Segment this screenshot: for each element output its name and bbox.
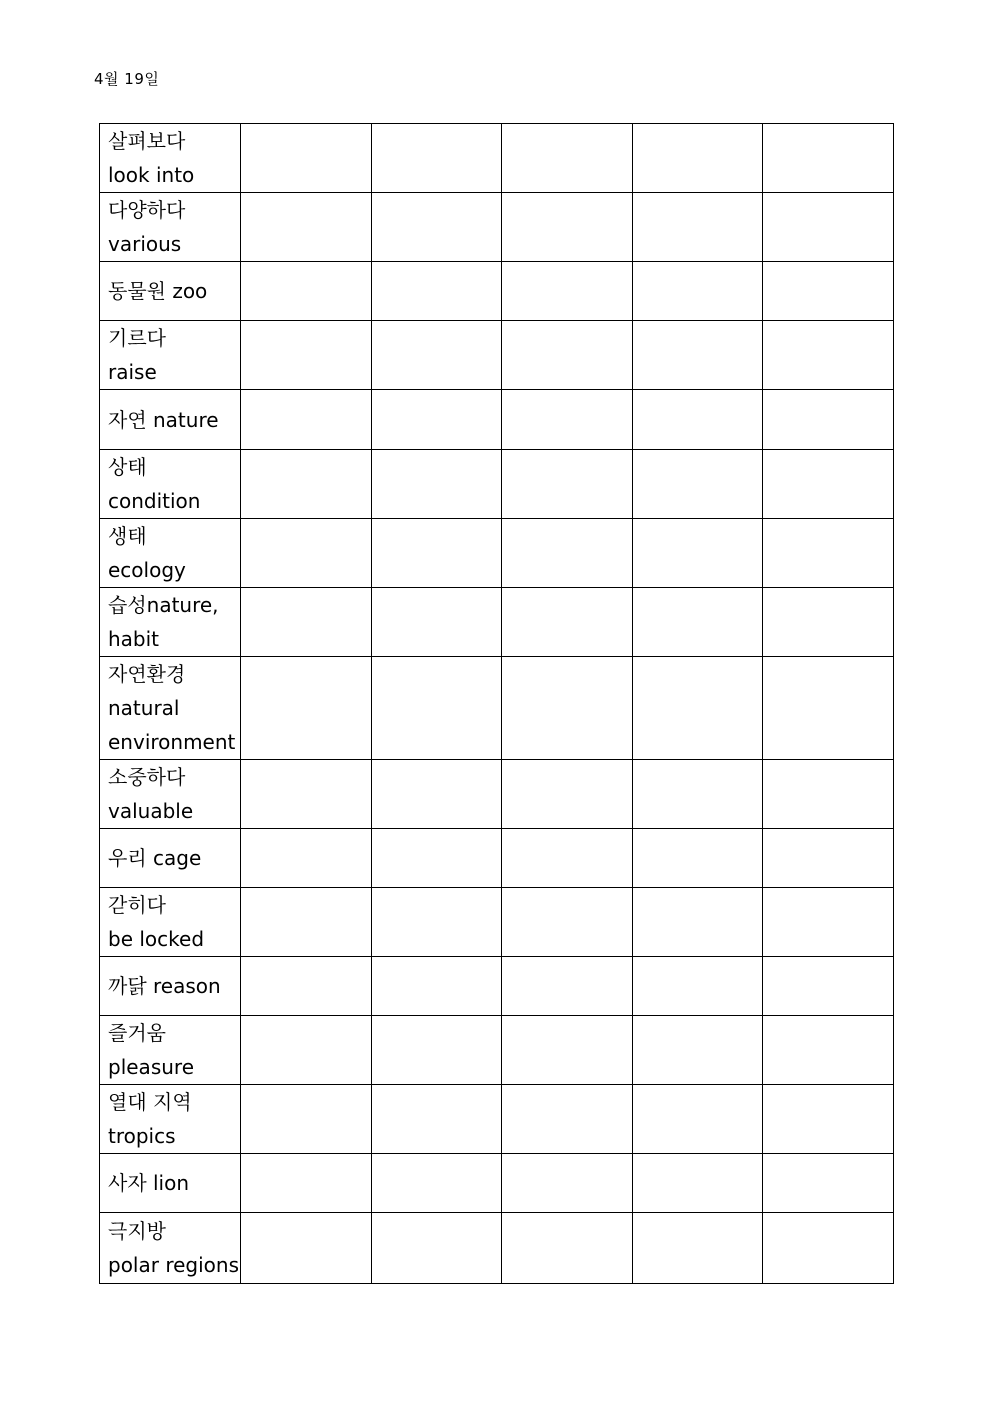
- practice-cell[interactable]: [763, 390, 894, 450]
- table-row: [100, 1213, 894, 1284]
- vocab-meaning-line: condition: [108, 489, 201, 513]
- vocab-word-line: 자연환경: [108, 662, 186, 686]
- table-row: [100, 760, 894, 829]
- vocab-word-line: 사자 lion: [108, 1171, 190, 1195]
- practice-cell[interactable]: [241, 321, 372, 390]
- vocab-word-cell: [100, 1085, 241, 1154]
- practice-cell[interactable]: [763, 124, 894, 193]
- practice-cell[interactable]: [502, 262, 633, 321]
- table-row: [100, 450, 894, 519]
- practice-cell[interactable]: [241, 888, 372, 957]
- vocab-word-cell: [100, 760, 241, 829]
- practice-cell[interactable]: [241, 1213, 372, 1284]
- practice-cell[interactable]: [372, 390, 502, 450]
- vocab-word-line: 극지방: [108, 1219, 166, 1243]
- vocab-word-cell: [100, 390, 241, 450]
- vocab-word-cell: [100, 450, 241, 519]
- practice-cell[interactable]: [763, 519, 894, 588]
- table-row: [100, 390, 894, 450]
- practice-cell[interactable]: [633, 390, 763, 450]
- practice-cell[interactable]: [502, 321, 633, 390]
- practice-cell[interactable]: [241, 957, 372, 1016]
- practice-cell[interactable]: [372, 1016, 502, 1085]
- vocab-word-line: 살펴보다: [108, 129, 186, 153]
- practice-cell[interactable]: [763, 957, 894, 1016]
- practice-cell[interactable]: [372, 450, 502, 519]
- practice-cell[interactable]: [633, 193, 763, 262]
- vocab-meaning-line: valuable: [108, 799, 194, 823]
- table-row: [100, 321, 894, 390]
- vocab-meaning-line: polar regions: [108, 1253, 239, 1277]
- vocab-word-cell: [100, 124, 241, 193]
- practice-cell[interactable]: [502, 1016, 633, 1085]
- practice-cell[interactable]: [763, 657, 894, 760]
- vocab-word-cell: [100, 657, 241, 760]
- practice-cell[interactable]: [372, 519, 502, 588]
- practice-cell[interactable]: [763, 193, 894, 262]
- table-row: [100, 888, 894, 957]
- practice-cell[interactable]: [763, 760, 894, 829]
- practice-cell[interactable]: [502, 888, 633, 957]
- practice-cell[interactable]: [502, 760, 633, 829]
- practice-cell[interactable]: [763, 1213, 894, 1284]
- table-row: [100, 829, 894, 888]
- practice-cell[interactable]: [502, 588, 633, 657]
- practice-cell[interactable]: [763, 262, 894, 321]
- vocab-word-cell: [100, 1016, 241, 1085]
- practice-cell[interactable]: [372, 829, 502, 888]
- table-row: [100, 1016, 894, 1085]
- vocab-word-cell: [100, 1154, 241, 1213]
- vocab-word-line: 까닭 reason: [108, 974, 221, 998]
- vocab-word-cell: [100, 1213, 241, 1284]
- table-row: [100, 957, 894, 1016]
- practice-cell[interactable]: [633, 760, 763, 829]
- vocab-meaning-line: natural: [108, 696, 180, 720]
- vocabulary-table: [99, 123, 894, 1284]
- table-row: [100, 588, 894, 657]
- practice-cell[interactable]: [763, 1016, 894, 1085]
- practice-cell[interactable]: [372, 888, 502, 957]
- practice-cell[interactable]: [502, 450, 633, 519]
- practice-cell[interactable]: [241, 657, 372, 760]
- page-date: 4월 19일: [94, 70, 160, 88]
- practice-cell[interactable]: [633, 1154, 763, 1213]
- practice-cell[interactable]: [241, 829, 372, 888]
- practice-cell[interactable]: [502, 193, 633, 262]
- practice-cell[interactable]: [502, 829, 633, 888]
- practice-cell[interactable]: [633, 657, 763, 760]
- vocab-word-cell: [100, 321, 241, 390]
- table-row: [100, 657, 894, 760]
- vocab-word-cell: [100, 888, 241, 957]
- vocab-word-line: 동물원 zoo: [108, 279, 208, 303]
- table-row: [100, 1154, 894, 1213]
- practice-cell[interactable]: [502, 519, 633, 588]
- vocab-word-line: 자연 nature: [108, 407, 219, 432]
- vocab-meaning-line: ecology: [108, 558, 186, 582]
- table-row: [100, 519, 894, 588]
- practice-cell[interactable]: [241, 390, 372, 450]
- vocab-word-line: 습성nature,: [108, 593, 219, 617]
- practice-cell[interactable]: [633, 1085, 763, 1154]
- practice-cell[interactable]: [502, 124, 633, 193]
- practice-cell[interactable]: [633, 262, 763, 321]
- vocab-word-line: 우리 cage: [108, 846, 202, 870]
- vocab-meaning-line: raise: [108, 360, 157, 384]
- practice-cell[interactable]: [372, 1213, 502, 1284]
- vocab-meaning-line: habit: [108, 627, 160, 651]
- practice-cell[interactable]: [241, 519, 372, 588]
- vocab-meaning-line: be locked: [108, 927, 205, 951]
- practice-cell[interactable]: [633, 321, 763, 390]
- vocab-word-cell: [100, 519, 241, 588]
- practice-cell[interactable]: [633, 829, 763, 888]
- practice-cell[interactable]: [763, 450, 894, 519]
- vocab-word-cell: [100, 193, 241, 262]
- practice-cell[interactable]: [372, 1154, 502, 1213]
- vocab-word-line: 열대 지역: [108, 1090, 192, 1114]
- practice-cell[interactable]: [502, 1213, 633, 1284]
- practice-cell[interactable]: [372, 1085, 502, 1154]
- vocab-meaning-line: tropics: [108, 1124, 176, 1148]
- practice-cell[interactable]: [372, 193, 502, 262]
- practice-cell[interactable]: [372, 957, 502, 1016]
- practice-cell[interactable]: [633, 888, 763, 957]
- table-row: [100, 262, 894, 321]
- practice-cell[interactable]: [241, 588, 372, 657]
- vocab-word-line: 소중하다: [108, 765, 186, 789]
- practice-cell[interactable]: [372, 124, 502, 193]
- vocab-meaning-line: environment: [108, 730, 236, 754]
- practice-cell[interactable]: [372, 657, 502, 760]
- practice-cell[interactable]: [633, 1016, 763, 1085]
- practice-cell[interactable]: [763, 588, 894, 657]
- vocab-word-cell: [100, 829, 241, 888]
- vocab-meaning-line: look into: [108, 163, 195, 187]
- vocab-word-line: 갇히다: [108, 893, 166, 917]
- practice-cell[interactable]: [241, 450, 372, 519]
- practice-cell[interactable]: [502, 1085, 633, 1154]
- vocab-word-cell: [100, 957, 241, 1016]
- vocab-word-cell: [100, 588, 241, 657]
- practice-cell[interactable]: [763, 829, 894, 888]
- practice-cell[interactable]: [633, 124, 763, 193]
- practice-cell[interactable]: [763, 1154, 894, 1213]
- practice-cell[interactable]: [241, 760, 372, 829]
- practice-cell[interactable]: [372, 262, 502, 321]
- practice-cell[interactable]: [372, 588, 502, 657]
- vocab-word-line: 다양하다: [108, 198, 186, 222]
- practice-cell[interactable]: [633, 588, 763, 657]
- practice-cell[interactable]: [502, 657, 633, 760]
- practice-cell[interactable]: [241, 1154, 372, 1213]
- practice-cell[interactable]: [633, 1213, 763, 1284]
- practice-cell[interactable]: [763, 1085, 894, 1154]
- practice-cell[interactable]: [502, 390, 633, 450]
- practice-cell[interactable]: [763, 321, 894, 390]
- practice-cell[interactable]: [241, 1085, 372, 1154]
- practice-cell[interactable]: [372, 760, 502, 829]
- vocab-word-line: 즐거움: [108, 1021, 166, 1045]
- practice-cell[interactable]: [763, 888, 894, 957]
- vocab-word-line: 기르다: [108, 326, 166, 350]
- practice-cell[interactable]: [633, 519, 763, 588]
- table-row: [100, 124, 894, 193]
- vocab-word-cell: [100, 262, 241, 321]
- practice-cell[interactable]: [241, 262, 372, 321]
- vocab-word-line: 상태: [108, 455, 147, 479]
- practice-cell[interactable]: [633, 957, 763, 1016]
- vocab-meaning-line: pleasure: [108, 1055, 194, 1079]
- vocab-meaning-line: various: [108, 232, 182, 256]
- practice-cell[interactable]: [241, 124, 372, 193]
- table-row: [100, 193, 894, 262]
- table-row: [100, 1085, 894, 1154]
- vocab-word-line: 생태: [108, 524, 147, 548]
- practice-cell[interactable]: [502, 1154, 633, 1213]
- practice-cell[interactable]: [372, 321, 502, 390]
- practice-cell[interactable]: [502, 957, 633, 1016]
- practice-cell[interactable]: [241, 193, 372, 262]
- practice-cell[interactable]: [633, 450, 763, 519]
- practice-cell[interactable]: [241, 1016, 372, 1085]
